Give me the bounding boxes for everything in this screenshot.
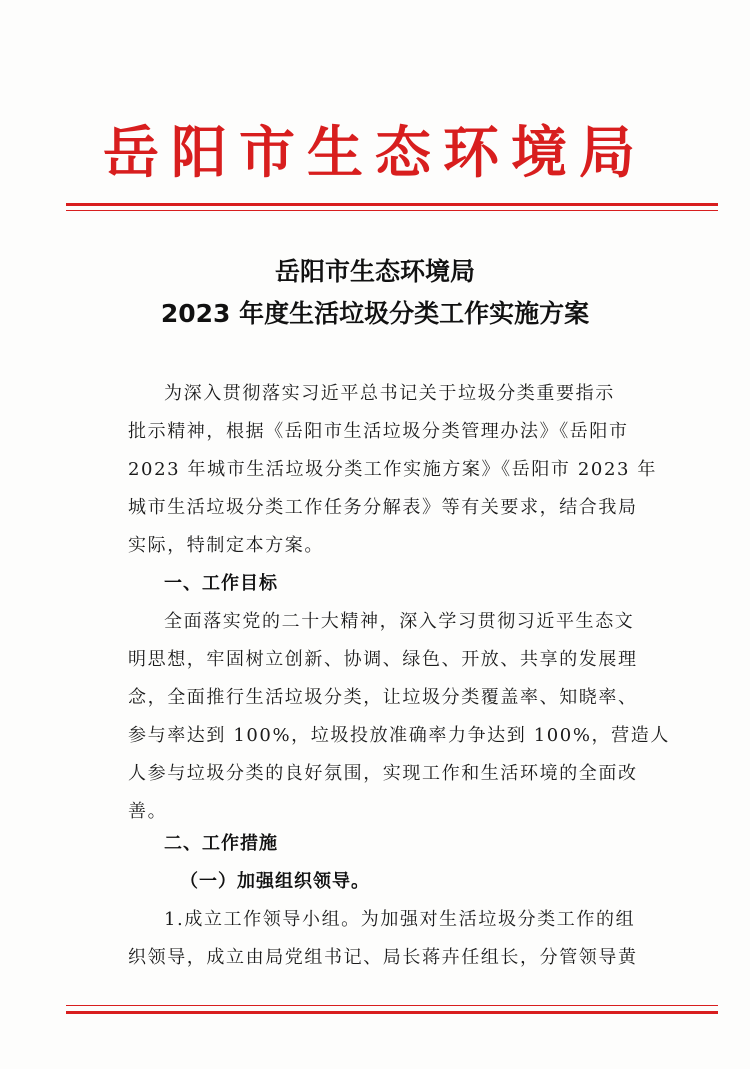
section-heading-measures: 二、工作措施 — [164, 833, 278, 854]
section1-line: 人参与垃圾分类的良好氛围，实现工作和生活环境的全面改 — [128, 763, 638, 784]
footer-red-rule-thin — [66, 1005, 718, 1006]
intro-line: 批示精神，根据《岳阳市生活垃圾分类管理办法》《岳阳市 — [128, 421, 629, 442]
section1-line: 参与率达到 100%，垃圾投放准确率力争达到 100%，营造人 — [128, 725, 670, 746]
section1-line: 明思想，牢固树立创新、协调、绿色、开放、共享的发展理 — [128, 649, 638, 670]
subsection-heading: （一）加强组织领导。 — [180, 871, 370, 892]
letterhead-red-rule-thin — [66, 210, 718, 211]
section2-line: 1.成立工作领导小组。为加强对生活垃圾分类工作的组 — [164, 909, 636, 930]
letterhead-org-name: 岳阳市生态环境局 — [103, 121, 647, 186]
intro-line: 城市生活垃圾分类工作任务分解表》等有关要求，结合我局 — [128, 497, 638, 518]
section2-line: 织领导，成立由局党组书记、局长蒋卉任组长，分管领导黄 — [128, 947, 638, 968]
section-heading-goals: 一、工作目标 — [164, 573, 278, 594]
section1-line: 全面落实党的二十大精神，深入学习贯彻习近平生态文 — [164, 611, 635, 632]
section1-line: 善。 — [128, 801, 168, 822]
section1-line: 念，全面推行生活垃圾分类，让垃圾分类覆盖率、知晓率、 — [128, 687, 638, 708]
intro-line: 实际，特制定本方案。 — [128, 535, 324, 556]
letterhead-red-rule-thick — [66, 203, 718, 206]
intro-line: 2023 年城市生活垃圾分类工作实施方案》《岳阳市 2023 年 — [128, 459, 657, 480]
document-title-line2: 2023 年度生活垃圾分类工作实施方案 — [160, 299, 590, 328]
intro-line: 为深入贯彻落实习近平总书记关于垃圾分类重要指示 — [164, 383, 615, 404]
document-title-line1: 岳阳市生态环境局 — [274, 257, 475, 286]
footer-red-rule-thick — [66, 1011, 718, 1014]
